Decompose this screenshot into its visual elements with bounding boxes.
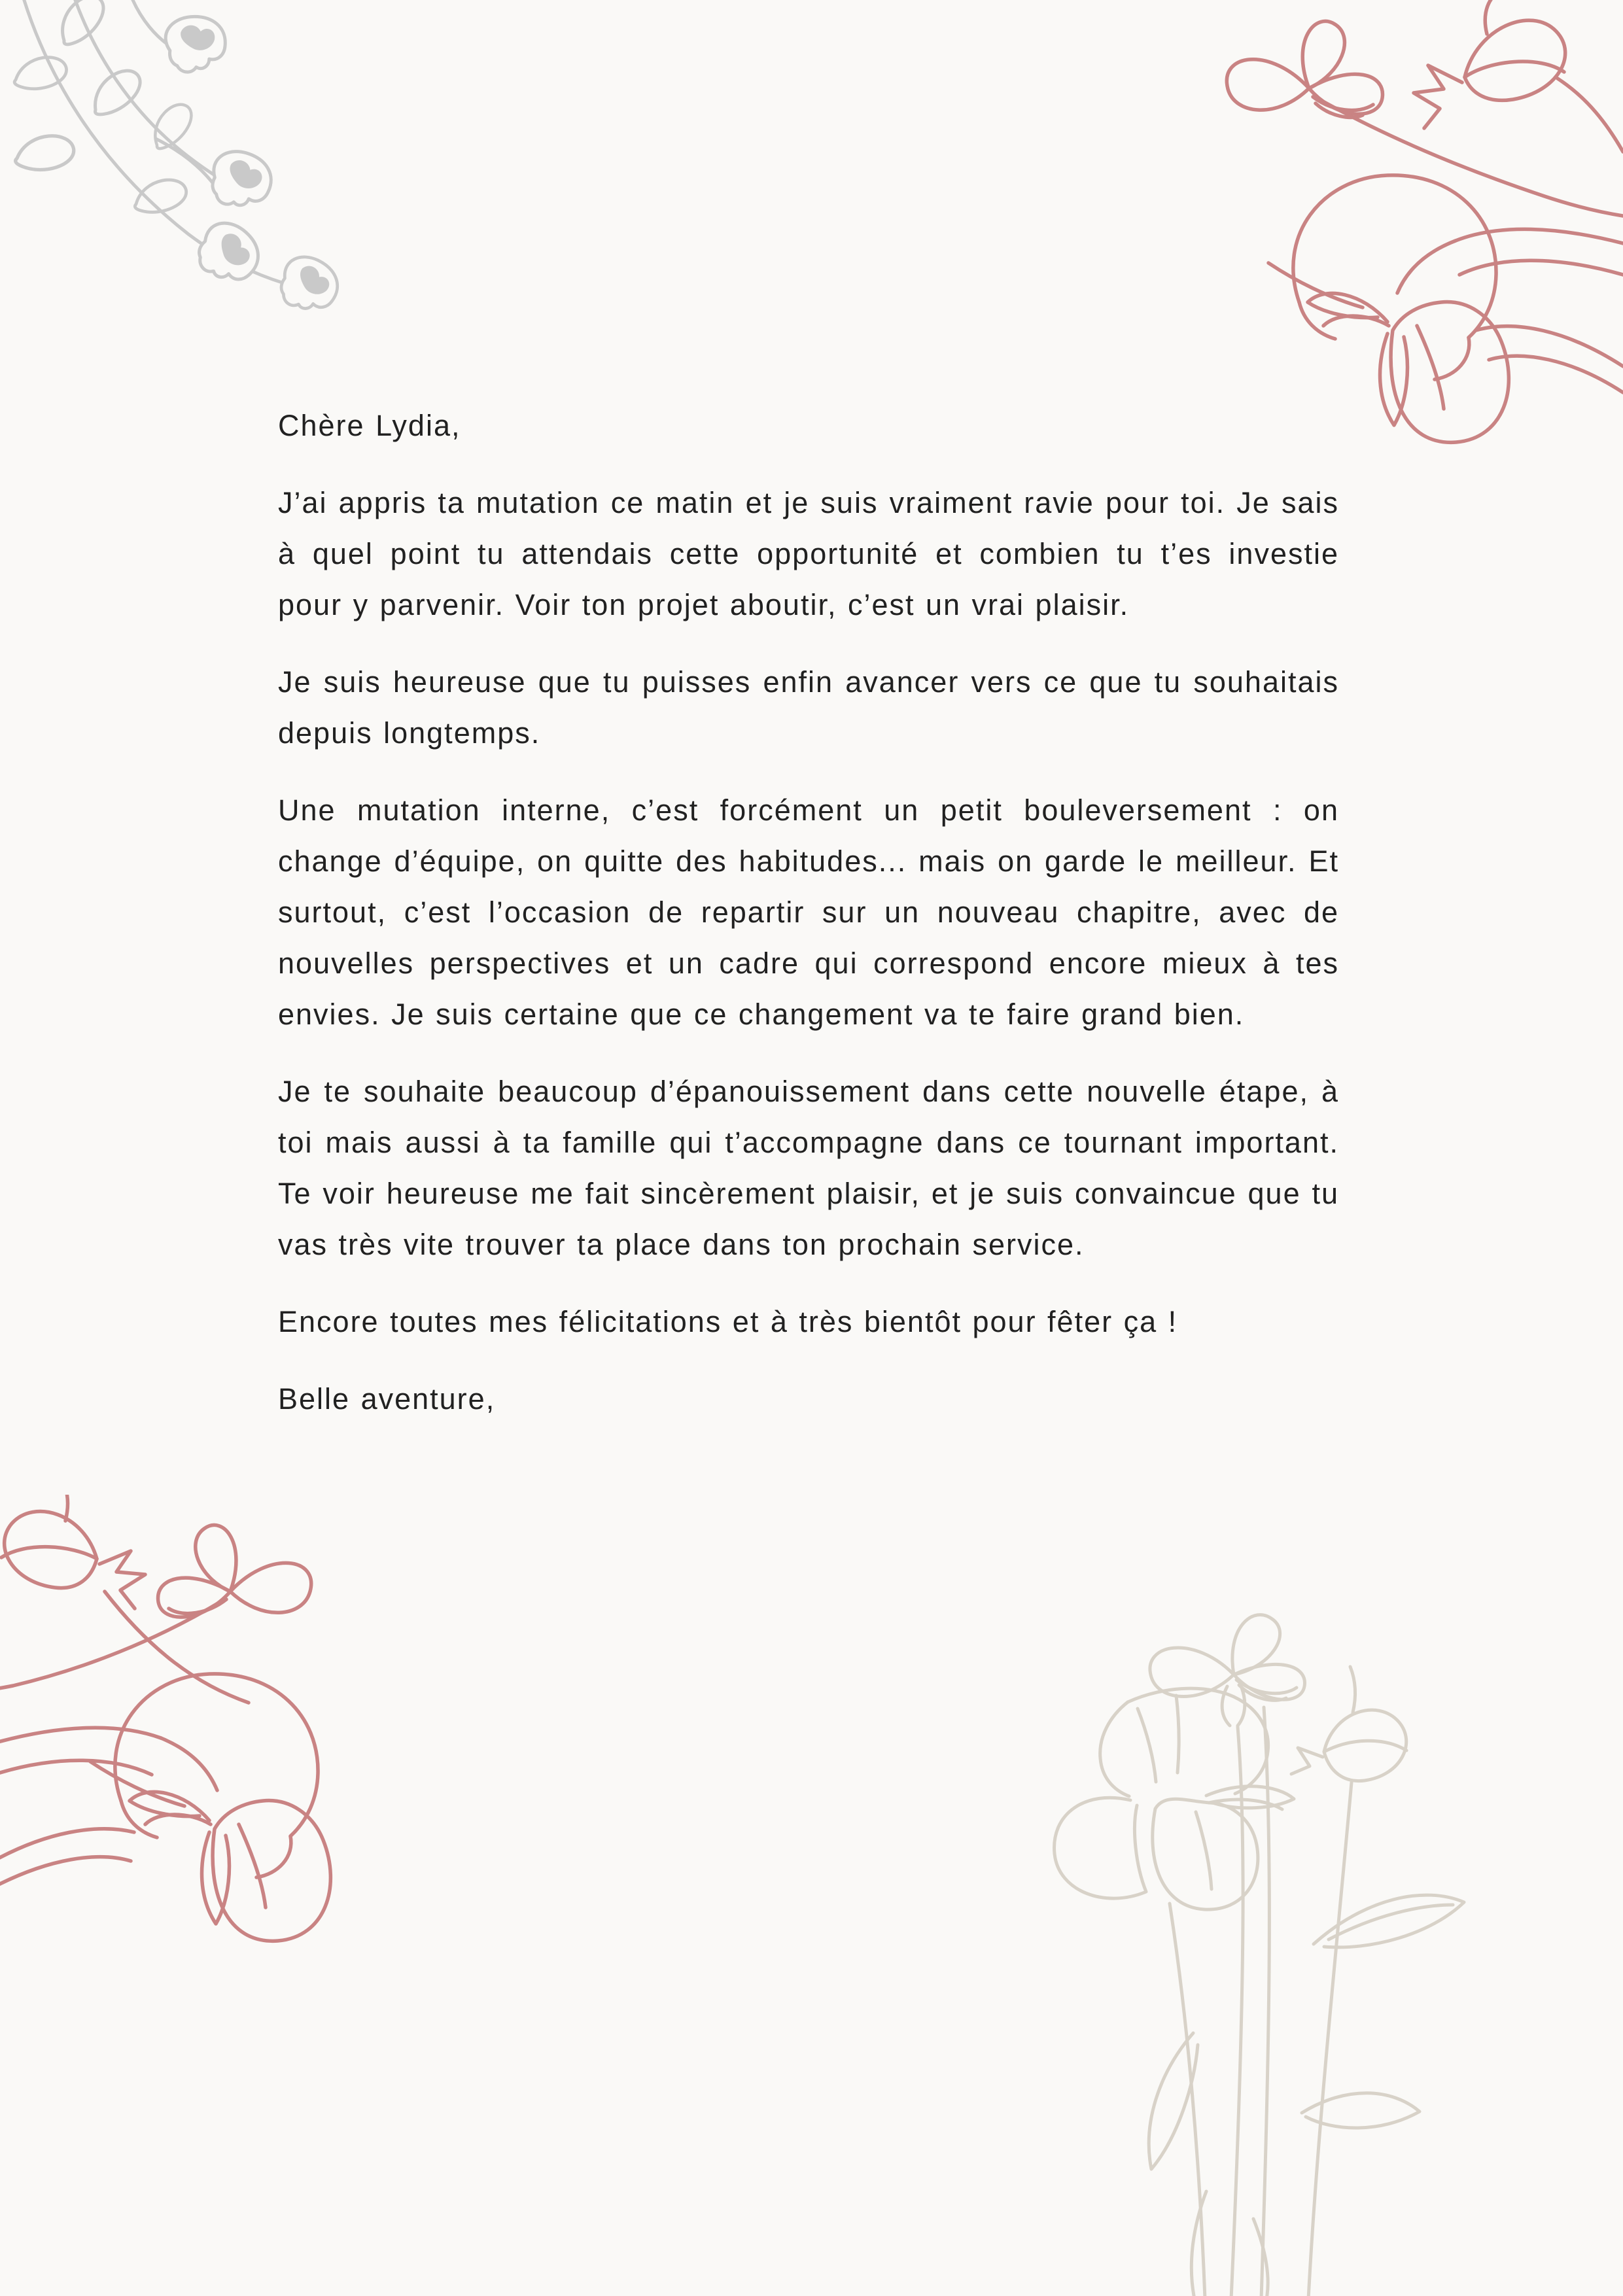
closing-line: Encore toutes mes félicitations et à très bientôt pour fêter ça ! <box>278 1305 1178 1338</box>
paragraph-3: Une mutation interne, c’est forcément un petit bouleversement : on change d’équipe, on quitte des habitudes... mais on garde le meilleur. Et surtout, c’est l’occasion de repartir sur un nouveau chapitre, avec de nouvelles perspectives et un cadre qui correspond encore mieux à tes envies. Je suis certaine que ce changement va te faire grand bien. <box>278 793 1339 1031</box>
signoff: Belle aventure, <box>278 1382 496 1416</box>
flower-bouquet-bottom-right-icon <box>1031 1596 1607 2296</box>
flower-sprig-top-left-icon <box>0 0 340 327</box>
sprig-strokes <box>14 0 340 317</box>
sweetpea-strokes <box>1227 0 1623 442</box>
greeting: Chère Lydia, <box>278 409 461 442</box>
paragraph-2: Je suis heureuse que tu puisses enfin avancer vers ce que tu souhaitais depuis longtemps. <box>278 665 1339 750</box>
flower-sweetpea-bottom-left-icon <box>0 1495 353 1972</box>
paragraph-4: Je te souhaite beaucoup d’épanouissement dans cette nouvelle étape, à toi mais aussi à ta famille qui t’accompagne dans ce tournant important. Te voir heureuse me fait sincèrement plaisir, et je suis convaincue que tu vas très vite trouver ta place dans ton prochain service. <box>278 1075 1339 1261</box>
bouquet-strokes <box>1055 1615 1464 2296</box>
paragraph-1: J’ai appris ta mutation ce matin et je suis vraiment ravie pour toi. Je sais à quel point tu attendais cette opportunité et combien tu t’es investie pour y parvenir. Voir ton projet aboutir, c’est un vrai plaisir. <box>278 486 1339 621</box>
sweetpea-strokes <box>0 1495 330 1941</box>
letter-body <box>278 400 1339 1451</box>
